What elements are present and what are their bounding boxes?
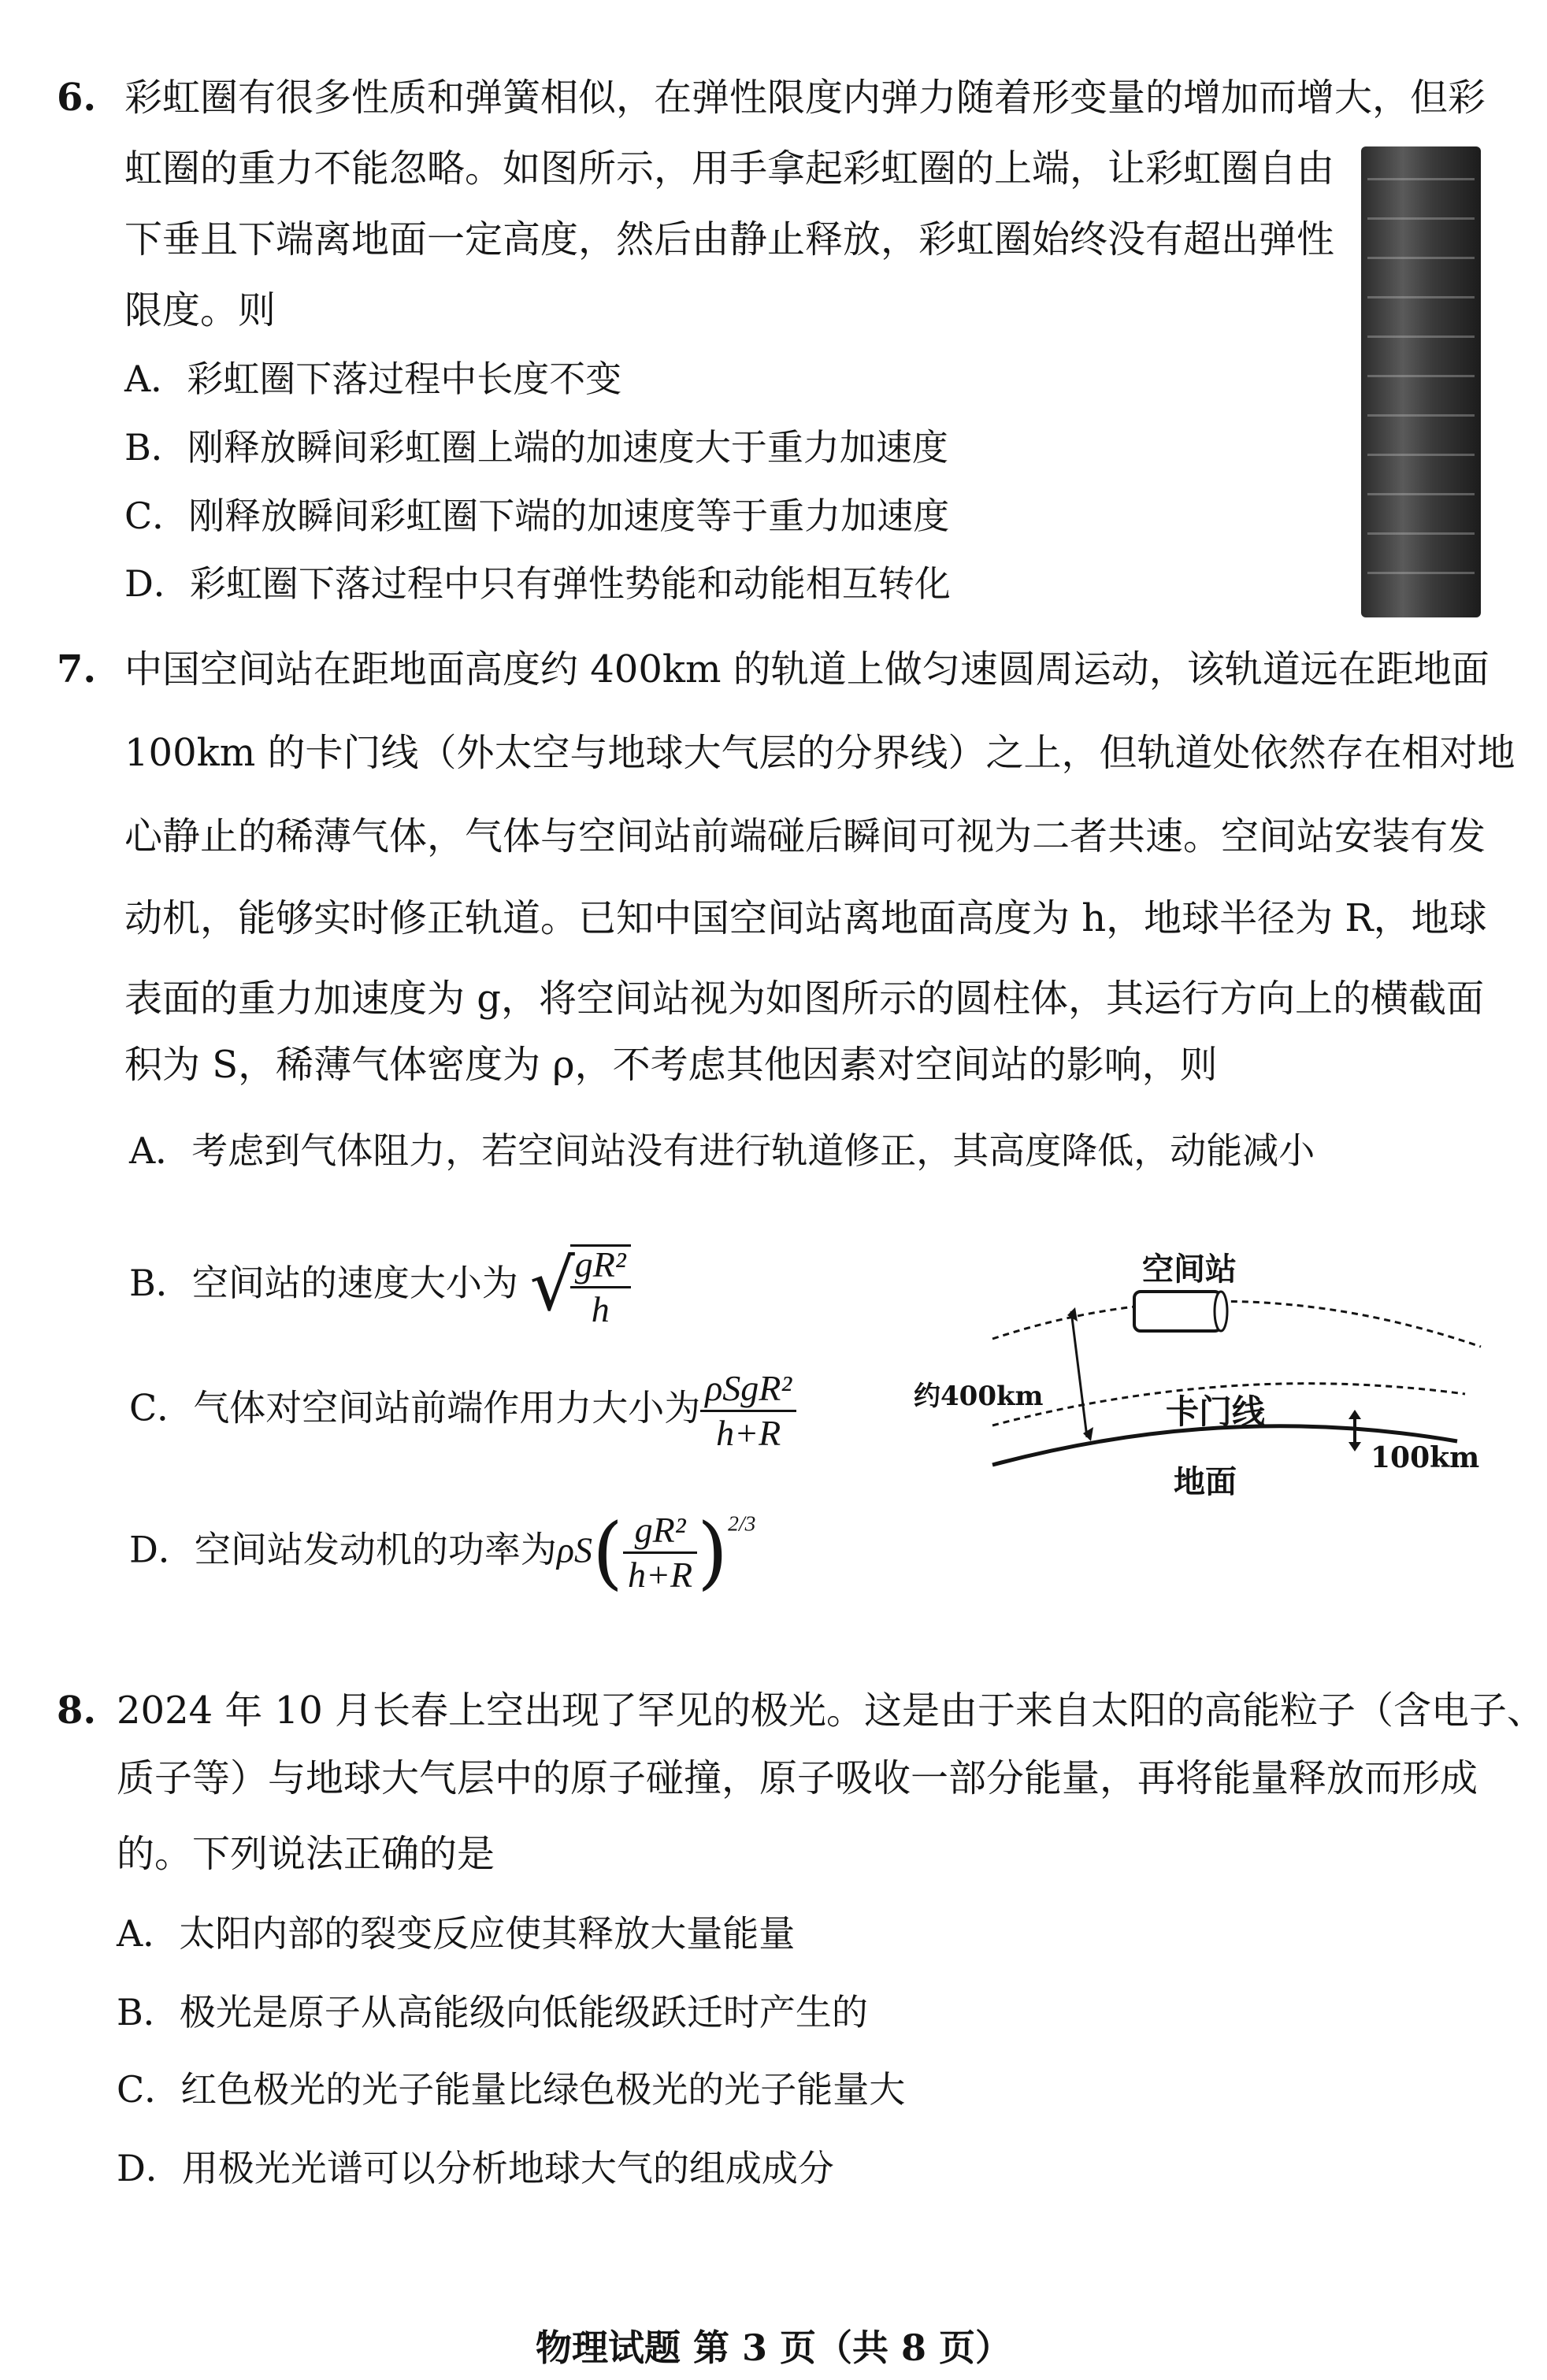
option-c: C．刚释放瞬间彩虹圈下端的加速度等于重力加速度 bbox=[124, 495, 950, 537]
orbit-diagram bbox=[914, 1244, 1520, 1504]
ground-label: 地面 bbox=[1174, 1463, 1237, 1500]
height-label: 约400km bbox=[914, 1381, 1044, 1412]
question-number: 7. bbox=[57, 647, 97, 691]
option-b: B．极光是原子从高能级向低能级跃迁时产生的 bbox=[117, 1991, 868, 2033]
question-text-line: 2024 年 10 月长春上空出现了罕见的极光。这是由于来自太阳的高能粒子（含电子、 bbox=[117, 1689, 1545, 1733]
question-text-line: 表面的重力加速度为 g，将空间站视为如图所示的圆柱体，其运行方向上的横截面 bbox=[124, 977, 1484, 1021]
question-text-line: 心静止的稀薄气体，气体与空间站前端碰后瞬间可视为二者共速。空间站安装有发 bbox=[124, 814, 1486, 858]
orbit-line bbox=[992, 1301, 1481, 1347]
question-text-line: 质子等）与地球大气层中的原子碰撞，原子吸收一部分能量，再将能量释放而形成 bbox=[117, 1756, 1478, 1800]
station-label: 空间站 bbox=[1142, 1251, 1237, 1288]
question-text-line: 100km 的卡门线（外太空与地球大气层的分界线）之上，但轨道处依然存在相对地 bbox=[124, 731, 1515, 775]
force-fraction: $\frac{\text{ρSgR²}}{h+R}$ bbox=[700, 1370, 796, 1451]
question-text-line: 中国空间站在距地面高度约 400km 的轨道上做匀速圆周运动，该轨道远在距地面 bbox=[124, 647, 1489, 691]
option-c: C．气体对空间站前端作用力大小为 $\frac{\text{ρSgR²}}{h+R}$ bbox=[129, 1370, 796, 1451]
option-d: D．用极光光谱可以分析地球大气的组成成分 bbox=[117, 2147, 834, 2189]
option-a: A．太阳内部的裂变反应使其释放大量能量 bbox=[117, 1912, 796, 1955]
option-a: A．考虑到气体阻力，若空间站没有进行轨道修正，其高度降低，动能减小 bbox=[129, 1129, 1315, 1172]
option-d: D．空间站发动机的功率为ρS( $\frac{\text{gR²}}{h+R}$ )$^{2/3}$ bbox=[129, 1506, 756, 1599]
space-station-cylinder bbox=[1134, 1292, 1221, 1331]
question-text-line: 积为 S，稀薄气体密度为 ρ，不考虑其他因素对空间站的影响，则 bbox=[124, 1043, 1218, 1087]
slinky-photo bbox=[1361, 146, 1481, 617]
option-c: C．红色极光的光子能量比绿色极光的光子能量大 bbox=[117, 2068, 906, 2111]
question-text-line: 下垂且下端离地面一定高度，然后由静止释放，彩虹圈始终没有超出弹性 bbox=[124, 217, 1335, 261]
question-number: 8. bbox=[57, 1689, 97, 1733]
question-text-line: 的。下列说法正确的是 bbox=[117, 1832, 495, 1876]
karman-height-label: 100km bbox=[1371, 1441, 1480, 1474]
height-arrow bbox=[1071, 1311, 1087, 1437]
option-d: D．彩虹圈下落过程中只有弹性势能和动能相互转化 bbox=[124, 562, 951, 605]
karman-label: 卡门线 bbox=[1166, 1392, 1266, 1431]
sqrt-fraction: $\frac{\text{gR²}}{h}$ bbox=[570, 1244, 631, 1328]
page-footer: 物理试题 第 3 页（共 8 页） bbox=[535, 2326, 1012, 2369]
question-number: 6. bbox=[57, 76, 97, 120]
option-b: B．刚释放瞬间彩虹圈上端的加速度大于重力加速度 bbox=[124, 426, 948, 469]
option-b: B．空间站的速度大小为 √ $\frac{\text{gR²}}{h}$ bbox=[129, 1244, 631, 1328]
power-fraction: $\frac{\text{gR²}}{h+R}$ bbox=[623, 1512, 697, 1593]
question-text-line: 动机，能够实时修正轨道。已知中国空间站离地面高度为 h，地球半径为 R，地球 bbox=[124, 896, 1487, 940]
question-text-line: 彩虹圈有很多性质和弹簧相似，在弹性限度内弹力随着形变量的增加而增大，但彩 bbox=[124, 76, 1486, 120]
question-text-line: 限度。则 bbox=[124, 288, 276, 332]
option-a: A．彩虹圈下落过程中长度不变 bbox=[124, 358, 622, 400]
question-text-line: 虹圈的重力不能忽略。如图所示，用手拿起彩虹圈的上端，让彩虹圈自由 bbox=[124, 146, 1335, 191]
